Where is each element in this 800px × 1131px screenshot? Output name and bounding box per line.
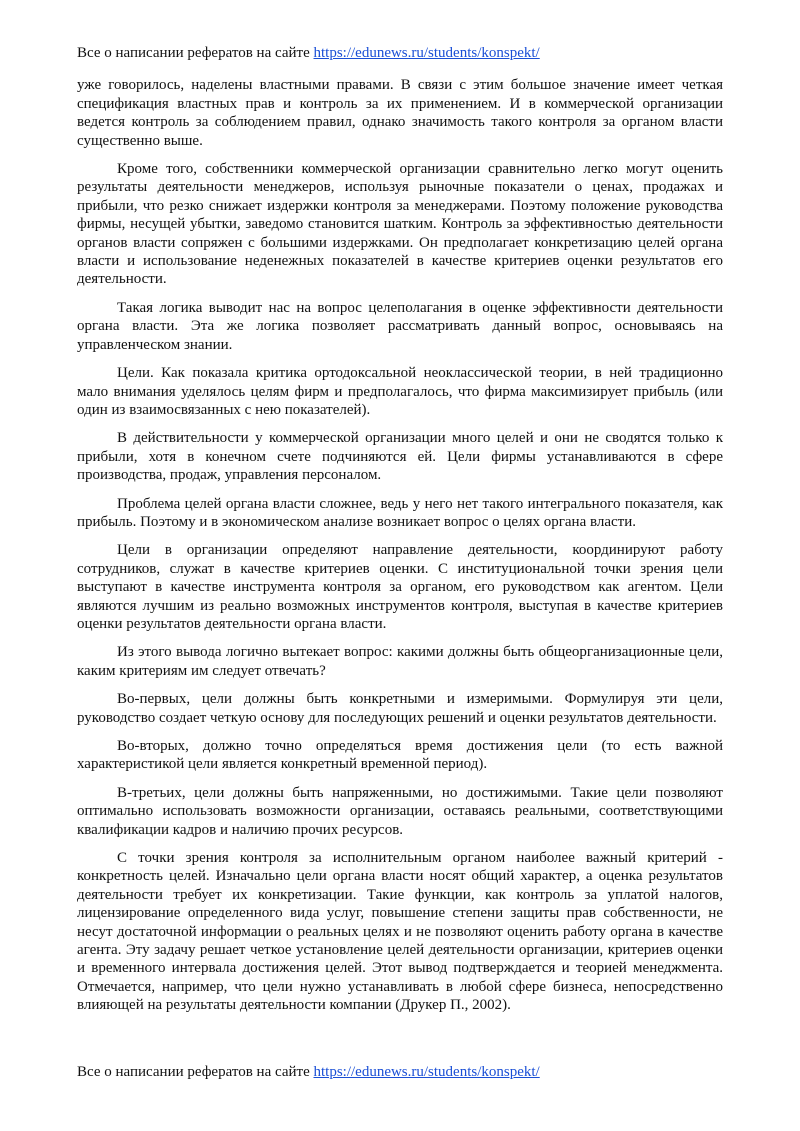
paragraph: В-третьих, цели должны быть напряженными, но достижимыми. Такие цели позволяют оптимально использовать возможности организации, оставаясь реальными, соответствующими квалификации кадров и наличию прочих ресурсов. [77,784,723,838]
paragraph: Такая логика выводит нас на вопрос целеполагания в оценке эффективности деятельности органа власти. Эта же логика позволяет рассматривать данный вопрос, основываясь на управленческом знании. [77,299,723,353]
header-text: Все о написании рефератов на сайте [77,45,314,61]
paragraph: Цели. Как показала критика ортодоксальной неоклассической теории, в ней традиционно мало внимания уделялось целям фирм и предполагалось, что фирма максимизирует прибыль (или один из взаимосвязанных с нею показателей). [77,365,723,418]
paragraph: Кроме того, собственники коммерческой организации сравнительно легко могут оценить результаты деятельности менеджеров, используя рыночные показатели о ценах, продажах и прибыли, что резко снижает издержки контроля за менеджерами. Поэтому положение руководства фирмы, несущей убытки, заведомо становится шатким. Контроль за эффективностью деятельности органов власти сопряжен с большими издержками. Он предполагает конкретизацию целей органа власти и использование неденежных показателей в качестве критериев оценки результатов его деятельности. [77,161,723,288]
page-header [77,44,723,62]
paragraph: Из этого вывода логично вытекает вопрос: какими должны быть общеорганизационные цели, каким критериям им следует отвечать? [77,644,723,679]
document-body [77,76,723,1014]
footer-link[interactable]: https://edunews.ru/students/konspekt/ [313,1064,540,1080]
document-page [77,44,723,1025]
paragraph-continuation: уже говорилось, наделены властными правами. В связи с этим большое значение имеет четкая спецификация властных прав и контроль за их применением. И в коммерческой организации ведется контроль за соблюдением правил, однако значимость такого контроля за органом власти существенно выше. [77,77,723,149]
page-footer [77,1063,723,1081]
paragraph: Во-первых, цели должны быть конкретными и измеримыми. Формулируя эти цели, руководство создает четкую основу для последующих решений и оценки результатов деятельности. [77,691,723,726]
paragraph: Во-вторых, должно точно определяться время достижения цели (то есть важной характеристикой цели является конкретный временной период). [77,738,723,773]
paragraph: В действительности у коммерческой организации много целей и они не сводятся только к прибыли, хотя в конечном счете подчиняются ей. Цели фирмы устанавливаются в сфере производства, продаж, управления персоналом. [77,430,723,484]
paragraph: С точки зрения контроля за исполнительным органом наиболее важный критерий - конкретность целей. Изначально цели органа власти носят общий характер, а оценка результатов деятельности требует их конкретизации. Такие функции, как контроль за уплатой налогов, лицензирование определенного вида услуг, повышение степени защиты прав собственности, не несут достаточной информации о реальных целях и не позволяют оценить работу органа в качестве агента. Эту задачу решает четкое установление целей деятельности организации, критериев оценки и временного интервала достижения целей. Этот вывод подтверждается и теорией менеджмента. Отмечается, например, что цели нужно устанавливать в любой сфере бизнеса, непосредственно влияющей на результаты деятельности компании (Друкер П., 2002). [77,850,723,1014]
paragraph: Цели в организации определяют направление деятельности, координируют работу сотрудников, служат в качестве критериев оценки. С институциональной точки зрения цели выступают в качестве инструмента контроля за органом, его руководством как агентом. Цели являются лучшим из реально возможных инструментов контроля, выступая в качестве критериев оценки результатов деятельности органа власти. [77,542,723,632]
footer-text: Все о написании рефератов на сайте [77,1064,314,1080]
header-link[interactable]: https://edunews.ru/students/konspekt/ [313,45,540,61]
paragraph: Проблема целей органа власти сложнее, ведь у него нет такого интегрального показателя, как прибыль. Поэтому и в экономическом анализе возникает вопрос о целях органа власти. [77,495,723,530]
